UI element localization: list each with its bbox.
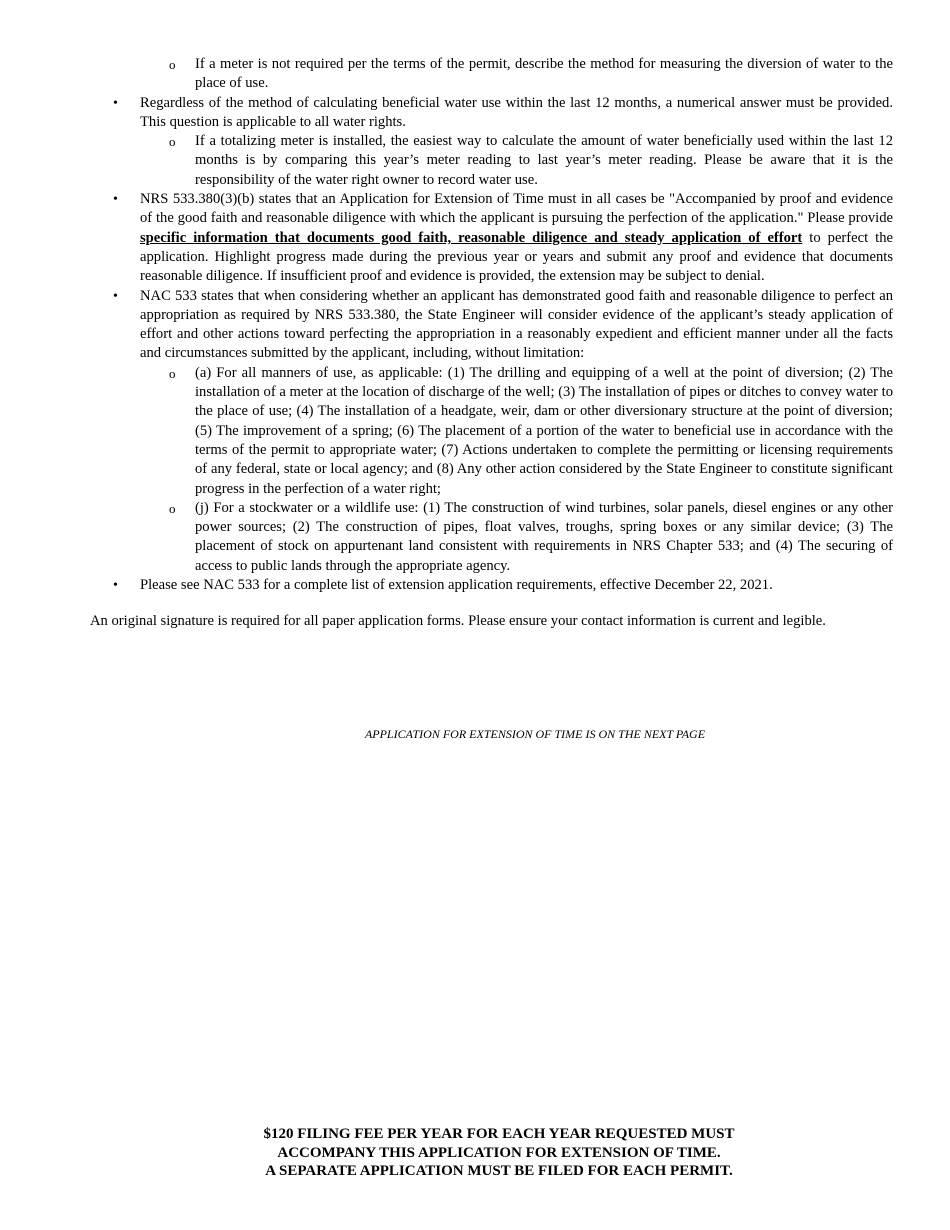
list-item-text: (j) For a stockwater or a wildlife use: (1) The construction of wind turbines, solar panels, diesel engines or any other power sources; (2) The construction of pipes, float valves, troughs, spring boxes or any similar device; (3) The placement of stock on appurtenant land consistent with requirements in NRS Chapter 533; and (4) The securing of access to public lands through the appropriate agency.: [195, 499, 893, 574]
list-item-nrs-proof-evidence: [113, 190, 893, 286]
bullet-icon: •: [113, 192, 118, 208]
signature-note: An original signature is required for all paper application forms. Please ensure your contact information is current and legible.: [90, 613, 826, 629]
fee-notice-line: A SEPARATE APPLICATION MUST BE FILED FOR EACH PERMIT.: [265, 1163, 733, 1179]
bullet-icon: •: [113, 288, 118, 304]
list-item-nac-complete-list: [113, 576, 893, 595]
list-item-text: If a meter is not required per the terms of the permit, describe the method for measuring the diversion of water to the place of use.: [195, 56, 893, 92]
sub-bullet-icon: o: [169, 500, 176, 516]
list-item-all-manners-of-use: [169, 364, 893, 499]
list-item-totalizing-meter: [169, 132, 893, 190]
list-item-numerical-answer: [113, 94, 893, 133]
instructions-list: [0, 55, 950, 595]
list-item-text: to perfect the application. Highlight progress made during the previous year or years and submit any proof and evidence that documents reasonable diligence. If insufficient proof and evidence is provided, the extension may be subject to denial.: [140, 229, 893, 285]
list-item-nac-diligence: [113, 287, 893, 364]
sub-bullet-icon: o: [169, 57, 176, 72]
fee-notice-line: ACCOMPANY THIS APPLICATION FOR EXTENSION OF TIME.: [277, 1144, 721, 1161]
sub-bullet-icon: o: [169, 134, 176, 150]
bullet-icon: •: [113, 95, 118, 111]
list-item-text: Please see NAC 533 for a complete list of extension application requirements, effective December 22, 2021.: [140, 577, 773, 594]
fee-notice-line: $120 FILING FEE PER YEAR FOR EACH YEAR REQUESTED MUST: [263, 1126, 735, 1142]
sub-bullet-icon: o: [169, 365, 176, 381]
list-item-meter-not-required: [169, 55, 893, 94]
emphasis-text: specific information that documents good faith, reasonable diligence and steady application of effort: [140, 229, 803, 246]
list-item-text: If a totalizing meter is installed, the easiest way to calculate the amount of water beneficially used within the last 12 months is by comparing this year’s meter reading to last year’s meter reading. Please be aware that it is the responsibility of the water right owner to record water use.: [195, 133, 893, 188]
bullet-icon: •: [113, 578, 118, 594]
next-page-note: APPLICATION FOR EXTENSION OF TIME IS ON THE NEXT PAGE: [364, 727, 706, 741]
list-item-text: (a) For all manners of use, as applicable: (1) The drilling and equipping of a well at the point of diversion; (2) The installation of a meter at the location of discharge of the well; (3) The installation of pipes or ditches to convey water to the place of use; (4) The installation of a headgate, weir, dam or other diversionary structure at the point of diversion; (5) The improvement of a spring; (6) The placement of a portion of the water to beneficial use in accordance with the terms of the permit to appropriate water; (7) Actions undertaken to complete the permitting or licensing requirements of any federal, state or local agency; and (8) Any other action considered by the State Engineer to constitute significant progress in the perfection of a water right;: [195, 364, 893, 497]
list-item-text: NRS 533.380(3)(b) states that an Application for Extension of Time must in all cases be "Accompanied by proof and evidence of the good faith and reasonable diligence with which the applicant is pursuing the perfection of the application." Please provide: [140, 191, 893, 227]
fee-notice: [0, 1125, 950, 1181]
list-item-text: NAC 533 states that when considering whether an applicant has demonstrated good faith and reasonable diligence to perfect an appropriation as required by NRS 533.380, the State Engineer will consider evidence of the applicant’s steady application of effort and other actions toward perfecting the appropriation in a reasonably expedient and efficient manner under all the facts and circumstances submitted by the applicant, including, without limitation:: [140, 287, 893, 362]
list-item-stockwater-wildlife: [169, 499, 893, 576]
list-item-text: Regardless of the method of calculating beneficial water use within the last 12 months, a numerical answer must be provided. This question is applicable to all water rights.: [140, 94, 893, 130]
